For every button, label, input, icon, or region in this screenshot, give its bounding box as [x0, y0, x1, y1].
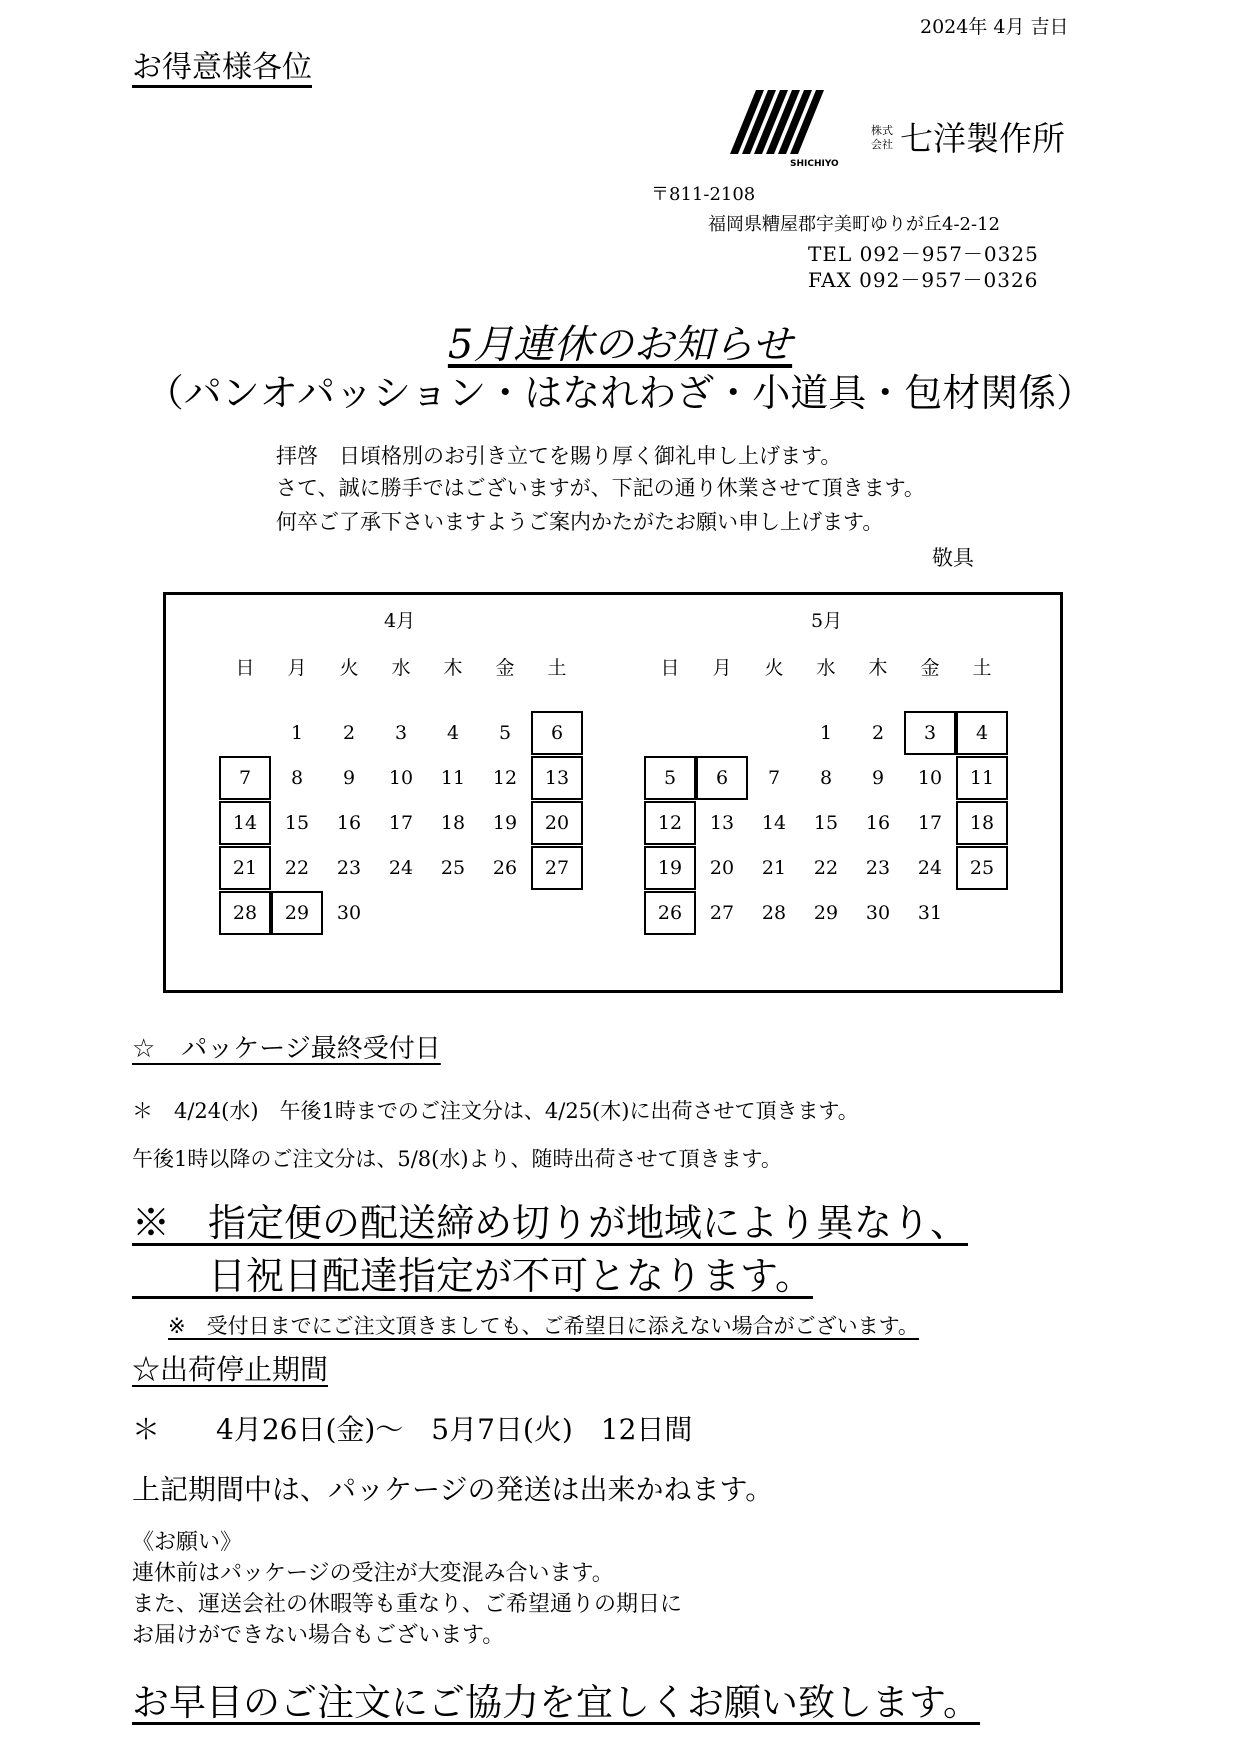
calendar-month-label: 5月	[811, 610, 843, 632]
postal-code: 〒811-2108	[651, 184, 756, 205]
package-heading: ☆ パッケージ最終受付日	[132, 1034, 441, 1064]
calendar-day: 2	[871, 722, 885, 744]
calendar-day: 17	[917, 812, 943, 834]
calendar-day: 30	[865, 902, 891, 924]
company-tel: TEL 092－957－0325	[808, 242, 1039, 266]
request-heading: 《お願い》	[132, 1530, 243, 1555]
warning-line: 日祝日配達指定が不可となります。	[132, 1254, 813, 1298]
calendar-day-closed: 6	[531, 711, 583, 755]
calendar-day: 8	[290, 767, 304, 789]
calendar-day-closed: 7	[219, 756, 271, 800]
calendar-weekday: 日	[660, 656, 680, 679]
calendar-day-closed: 3	[904, 711, 956, 755]
svg-text:会社: 会社	[871, 138, 893, 151]
calendar-day: 10	[917, 767, 943, 789]
calendar-day: 27	[709, 902, 735, 924]
calendar-day: 14	[761, 812, 787, 834]
calendar-weekday: 金	[920, 656, 940, 679]
package-line: 午後1時以降のご注文分は、5/8(水)より、随時出荷させて頂きます。	[132, 1147, 782, 1171]
calendar-day-closed: 28	[219, 891, 271, 935]
calendar-day: 16	[336, 812, 362, 834]
calendar-day-closed: 27	[531, 846, 583, 890]
calendar-day: 3	[394, 722, 408, 744]
calendar-weekday: 水	[391, 656, 411, 679]
calendar-day: 30	[336, 902, 362, 924]
warning-note: ※ 受付日までにご注文頂きましても、ご希望日に添えない場合がございます。	[168, 1314, 919, 1338]
calendar-day: 25	[440, 857, 466, 879]
calendar-day-closed: 13	[531, 756, 583, 800]
greeting-closing: 敬具	[932, 546, 974, 570]
calendar-day-closed: 5	[644, 756, 696, 800]
calendar-day-closed: 18	[956, 801, 1008, 845]
stop-period: ＊ 4月26日(金)～ 5月7日(火) 12日間	[132, 1413, 693, 1446]
stop-heading: ☆出荷停止期間	[132, 1353, 329, 1386]
calendar-day-closed: 11	[956, 756, 1008, 800]
calendar-day: 21	[761, 857, 787, 879]
calendar-day: 7	[767, 767, 781, 789]
greeting-line: さて、誠に勝手ではございますが、下記の通り休業させて頂きます。	[276, 476, 925, 500]
calendar-weekday: 日	[235, 656, 255, 679]
page-title: 5月連休のお知らせ	[447, 322, 793, 368]
calendar-day: 31	[917, 902, 943, 924]
svg-text:SHICHIYO: SHICHIYO	[790, 159, 839, 168]
calendar-day: 9	[342, 767, 356, 789]
svg-text:株式: 株式	[871, 124, 893, 137]
calendar-day: 13	[709, 812, 735, 834]
calendar-day: 10	[388, 767, 414, 789]
calendar-weekday: 水	[816, 656, 836, 679]
calendar-day: 11	[440, 767, 466, 789]
shichiyo-logo-icon	[728, 90, 1064, 168]
company-address: 福岡県糟屋郡宇美町ゆりが丘4-2-12	[708, 214, 1000, 235]
calendar-day: 9	[871, 767, 885, 789]
calendar-day-closed: 6	[696, 756, 748, 800]
closing-message: お早目のご注文にご協力を宜しくお願い致します。	[132, 1681, 981, 1724]
calendar-weekday: 月	[712, 656, 732, 679]
calendar-month-label: 4月	[384, 610, 416, 632]
request-line: お届けができない場合もございます。	[132, 1623, 505, 1648]
calendar-day: 24	[917, 857, 943, 879]
warning-line: ※ 指定便の配送締め切りが地域により異なり、	[132, 1201, 969, 1245]
calendar-weekday: 火	[339, 656, 359, 679]
calendar-day: 15	[813, 812, 839, 834]
calendar-day: 20	[709, 857, 735, 879]
calendar-day-closed: 20	[531, 801, 583, 845]
greeting-line: 拝啓 日頃格別のお引き立てを賜り厚く御礼申し上げます。	[276, 444, 842, 468]
company-logo	[728, 90, 1064, 168]
calendar-weekday: 土	[547, 656, 567, 679]
calendar-weekday: 月	[287, 656, 307, 679]
calendar-day: 15	[284, 812, 310, 834]
calendar-day-closed: 4	[956, 711, 1008, 755]
calendar-day: 29	[813, 902, 839, 924]
package-line: ＊ 4/24(水) 午後1時までのご注文分は、4/25(木)に出荷させて頂きます。	[132, 1099, 859, 1123]
calendar-day-closed: 25	[956, 846, 1008, 890]
calendar-day: 22	[284, 857, 310, 879]
calendar-day: 16	[865, 812, 891, 834]
calendar-weekday: 金	[495, 656, 515, 679]
svg-text:七洋製作所: 七洋製作所	[900, 119, 1064, 158]
calendar-day: 22	[813, 857, 839, 879]
page-subtitle: （パンオパッション・はなれわざ・小道具・包材関係）	[145, 371, 1095, 415]
calendar-day: 28	[761, 902, 787, 924]
calendar-day: 18	[440, 812, 466, 834]
calendar-day-closed: 26	[644, 891, 696, 935]
calendar-day: 2	[342, 722, 356, 744]
calendar-weekday: 木	[868, 656, 888, 679]
calendar-day: 5	[498, 722, 512, 744]
request-line: また、運送会社の休暇等も重なり、ご希望通りの期日に	[132, 1592, 683, 1617]
calendar-day: 8	[819, 767, 833, 789]
request-line: 連休前はパッケージの受注が大変混み合います。	[132, 1561, 614, 1586]
document-date: 2024年 4月 吉日	[920, 16, 1069, 38]
greeting-line: 何卒ご了承下さいますようご案内かたがたお願い申し上げます。	[276, 510, 884, 534]
calendar-weekday: 土	[972, 656, 992, 679]
calendar-day: 19	[492, 812, 518, 834]
calendar-day: 17	[388, 812, 414, 834]
calendar-day: 24	[388, 857, 414, 879]
calendar-day: 4	[446, 722, 460, 744]
calendar-day-closed: 14	[219, 801, 271, 845]
calendar-day-closed: 19	[644, 846, 696, 890]
calendar-weekday: 火	[764, 656, 784, 679]
company-fax: FAX 092－957－0326	[808, 268, 1039, 292]
calendar-day: 23	[336, 857, 362, 879]
recipient: お得意様各位	[132, 50, 312, 85]
calendar-day-closed: 12	[644, 801, 696, 845]
calendar-day: 23	[865, 857, 891, 879]
calendar-day: 1	[819, 722, 833, 744]
calendar-day: 1	[290, 722, 304, 744]
calendar-weekday: 木	[443, 656, 463, 679]
calendar-day-closed: 29	[271, 891, 323, 935]
holiday-calendar	[163, 592, 1063, 993]
calendar-day-closed: 21	[219, 846, 271, 890]
calendar-day: 12	[492, 767, 518, 789]
stop-note: 上記期間中は、パッケージの発送は出来かねます。	[132, 1473, 774, 1506]
calendar-day: 26	[492, 857, 518, 879]
